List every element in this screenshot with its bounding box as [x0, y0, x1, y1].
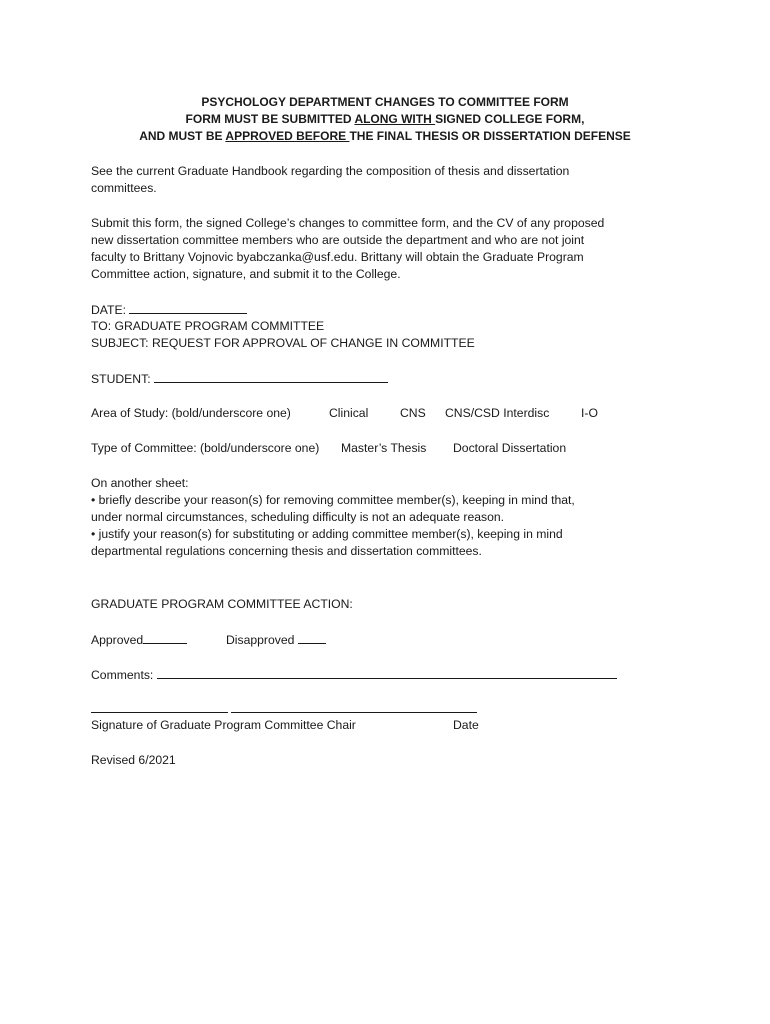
- signature-date-label: Date: [453, 718, 479, 732]
- revised-note: Revised 6/2021: [91, 753, 176, 767]
- date-row: [91, 301, 247, 319]
- title-line-1: PSYCHOLOGY DEPARTMENT CHANGES TO COMMITTEE FORM: [201, 95, 569, 109]
- title-line-2-b: SIGNED COLLEGE FORM,: [435, 112, 585, 126]
- area-option-clinical[interactable]: Clinical: [329, 406, 369, 420]
- subject-line: SUBJECT: REQUEST FOR APPROVAL OF CHANGE IN COMMITTEE: [91, 336, 475, 350]
- committee-type-label: Type of Committee: (bold/underscore one): [91, 441, 320, 455]
- instructions-line: faculty to Brittany Vojnovic byabczanka@usf.edu. Brittany will obtain the Graduate Program: [91, 250, 584, 264]
- approved-field[interactable]: [143, 631, 187, 644]
- sheet-bullet: • briefly describe your reason(s) for removing committee member(s), keeping in mind that,: [91, 493, 575, 507]
- signature-date-field[interactable]: [231, 700, 477, 713]
- comments-field[interactable]: [157, 666, 617, 679]
- title-line-3-b: THE FINAL THESIS OR DISSERTATION DEFENSE: [349, 129, 631, 143]
- disapproved-row: [226, 631, 326, 649]
- intro-line: committees.: [91, 181, 157, 195]
- action-heading: GRADUATE PROGRAM COMMITTEE ACTION:: [91, 597, 353, 611]
- sheet-bullet: under normal circumstances, scheduling difficulty is not an adequate reason.: [91, 510, 505, 524]
- instructions-line: Submit this form, the signed College’s changes to committee form, and the CV of any proposed: [91, 216, 605, 230]
- sheet-bullet: departmental regulations concerning thesis and dissertation committees.: [91, 544, 482, 558]
- area-option-io[interactable]: I-O: [581, 406, 598, 420]
- approved-row: [91, 631, 187, 649]
- instructions-line: new dissertation committee members who are outside the department and who are not joint: [91, 233, 585, 247]
- student-label: STUDENT:: [91, 372, 154, 386]
- date-label: DATE:: [91, 303, 130, 317]
- student-field[interactable]: [154, 370, 388, 383]
- title-line-3-a: AND MUST BE: [139, 129, 226, 143]
- area-option-cns-csd[interactable]: CNS/CSD Interdisc: [445, 406, 550, 420]
- sheet-heading: On another sheet:: [91, 476, 189, 490]
- disapproved-label: Disapproved: [226, 633, 298, 647]
- title-line-2: [0, 112, 770, 126]
- title-line-2-a: FORM MUST BE SUBMITTED: [185, 112, 355, 126]
- signature-label: Signature of Graduate Program Committee Chair: [91, 718, 356, 732]
- approved-label: Approved: [91, 633, 144, 647]
- instructions-line: Committee action, signature, and submit it to the College.: [91, 267, 401, 281]
- area-label: Area of Study: (bold/underscore one): [91, 406, 291, 420]
- student-row: [91, 370, 388, 388]
- title-line-3: [0, 129, 770, 143]
- comments-label: Comments:: [91, 668, 157, 682]
- comments-row: [91, 666, 617, 684]
- area-option-cns[interactable]: CNS: [400, 406, 426, 420]
- intro-line: See the current Graduate Handbook regarding the composition of thesis and dissertation: [91, 164, 570, 178]
- form-title: [0, 95, 770, 109]
- sheet-bullet: • justify your reason(s) for substituting or adding committee member(s), keeping in mind: [91, 527, 563, 541]
- committee-type-masters[interactable]: Master’s Thesis: [341, 441, 427, 455]
- title-line-2-underlined: ALONG WITH: [354, 112, 436, 126]
- committee-type-doctoral[interactable]: Doctoral Dissertation: [453, 441, 567, 455]
- to-line: TO: GRADUATE PROGRAM COMMITTEE: [91, 319, 325, 333]
- signature-field[interactable]: [91, 700, 228, 713]
- signature-lines: [91, 700, 477, 714]
- title-line-3-underlined: APPROVED BEFORE: [225, 129, 350, 143]
- disapproved-field[interactable]: [298, 631, 326, 644]
- date-field[interactable]: [129, 301, 247, 314]
